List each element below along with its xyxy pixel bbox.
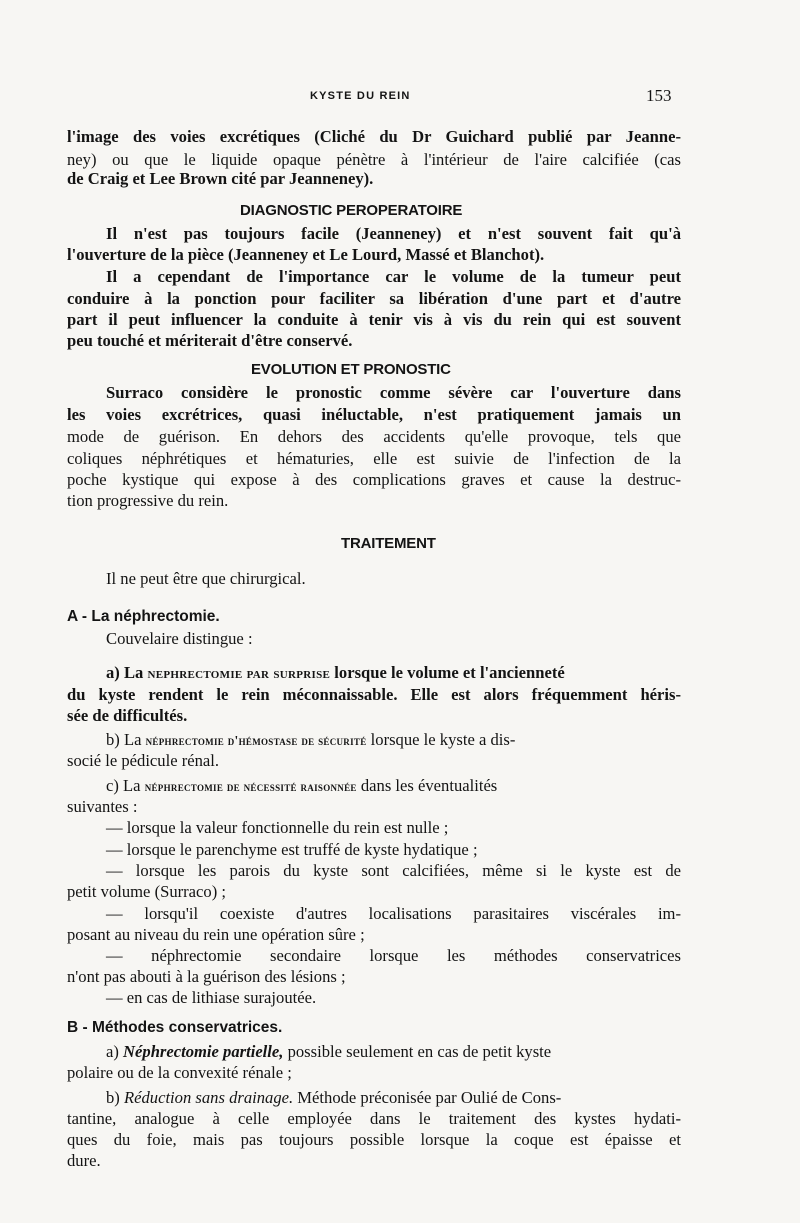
evol-line-1: Surraco considère le pronostic comme sévère car l'ouverture dans: [106, 383, 681, 402]
item-c-line-2: suivantes :: [67, 797, 138, 816]
couvelaire-line: Couvelaire distingue :: [106, 629, 253, 648]
method-a-line-2: polaire ou de la convexité rénale ;: [67, 1063, 292, 1082]
intro-line-1: l'image des voies excrétiques (Cliché du Dr Guichard publié par Jeanne-: [67, 127, 681, 146]
intro-line-2: ney) ou que le liquide opaque pénètre à l'intérieur de l'aire calcifiée (cas: [67, 150, 681, 169]
item-b-label: b) La: [106, 730, 146, 749]
dash-line-3: — lorsque les parois du kyste sont calcifiées, même si le kyste est de: [106, 861, 681, 880]
dash-line-5: — lorsqu'il coexiste d'autres localisations parasitaires viscérales im-: [106, 904, 681, 923]
diag-line-2: l'ouverture de la pièce (Jeanneney et Le Lourd, Massé et Blanchot).: [67, 245, 545, 264]
subheading-methodes: B - Méthodes conservatrices.: [67, 1019, 283, 1036]
method-b-term: Réduction sans drainage.: [123, 1088, 294, 1107]
dash-line-1: — lorsque la valeur fonctionnelle du rein est nulle ;: [106, 818, 449, 837]
diag-line-4: conduire à la ponction pour faciliter sa libération d'une part et d'autre: [67, 289, 681, 308]
dash-line-8: n'ont pas abouti à la guérison des lésions ;: [67, 967, 346, 986]
heading-traitement: TRAITEMENT: [341, 535, 436, 552]
item-b-term: néphrectomie d'hémostase de sécurité: [145, 733, 367, 748]
method-b-line-3: ques du foie, mais pas toujours possible lorsque la coque est épaisse et: [67, 1130, 681, 1149]
heading-diagnostic: DIAGNOSTIC PEROPERATOIRE: [240, 202, 463, 219]
item-a-line-3: sée de difficultés.: [67, 706, 188, 725]
diag-line-5: part il peut influencer la conduite à tenir vis à vis du rein qui est souvent: [67, 310, 681, 329]
item-a-line-2: du kyste rendent le rein méconnaissable. Elle est alors fréquemment héris-: [67, 685, 681, 704]
running-head: KYSTE DU REIN: [310, 90, 411, 102]
heading-evolution: EVOLUTION ET PRONOSTIC: [251, 361, 451, 378]
item-c-label: c) La: [106, 776, 145, 795]
evol-line-6: tion progressive du rein.: [67, 491, 229, 510]
evol-line-4: coliques néphrétiques et hématuries, elle est suivie de l'infection de la: [67, 449, 681, 468]
diag-line-1: Il n'est pas toujours facile (Jeanneney) et n'est souvent fait qu'à: [106, 224, 681, 243]
item-a-line-1: [106, 663, 565, 684]
method-b-label: b): [106, 1088, 124, 1107]
method-b-line-1: [106, 1088, 561, 1108]
method-a-rest: possible seulement en cas de petit kyste: [283, 1042, 552, 1061]
evol-line-3: mode de guérison. En dehors des accidents qu'elle provoque, tels que: [67, 427, 681, 446]
method-a-line-1: [106, 1042, 551, 1062]
item-b-line-1: [106, 730, 515, 751]
page-number: 153: [646, 86, 672, 105]
intro-line-3: de Craig et Lee Brown cité par Jeanneney).: [67, 169, 374, 188]
dash-line-2: — lorsque le parenchyme est truffé de kyste hydatique ;: [106, 840, 478, 859]
dash-line-7: — néphrectomie secondaire lorsque les méthodes conservatrices: [106, 946, 681, 965]
method-a-term: Néphrectomie partielle,: [123, 1042, 284, 1061]
method-b-line-4: dure.: [67, 1151, 101, 1170]
diag-line-6: peu touché et mériterait d'être conservé.: [67, 331, 353, 350]
item-a-term: nephrectomie par surprise: [147, 666, 331, 682]
trait-intro: Il ne peut être que chirurgical.: [106, 569, 306, 588]
item-b-line-2: socié le pédicule rénal.: [67, 751, 220, 770]
dash-line-6: posant au niveau du rein une opération sûre ;: [67, 925, 365, 944]
method-a-label: a): [106, 1042, 124, 1061]
item-c-rest: dans les éventualités: [356, 776, 498, 795]
evol-line-5: poche kystique qui expose à des complications graves et cause la destruc-: [67, 470, 681, 489]
method-b-rest: Méthode préconisée par Oulié de Cons-: [293, 1088, 562, 1107]
item-b-rest: lorsque le kyste a dis-: [366, 730, 516, 749]
method-b-line-2: tantine, analogue à celle employée dans le traitement des kystes hydati-: [67, 1109, 681, 1128]
subheading-nephrectomie: A - La néphrectomie.: [67, 608, 220, 625]
item-a-label: a) La: [106, 663, 148, 682]
dash-line-9: — en cas de lithiase surajoutée.: [106, 988, 317, 1007]
diag-line-3: Il a cependant de l'importance car le volume de la tumeur peut: [106, 267, 681, 286]
dash-line-4: petit volume (Surraco) ;: [67, 882, 226, 901]
evol-line-2: les voies excrétrices, quasi inéluctable, n'est pratiquement jamais un: [67, 405, 681, 424]
item-a-rest: lorsque le volume et l'ancienneté: [330, 663, 565, 682]
item-c-line-1: [106, 776, 497, 797]
item-c-term: néphrectomie de nécessité raisonnée: [144, 779, 357, 794]
